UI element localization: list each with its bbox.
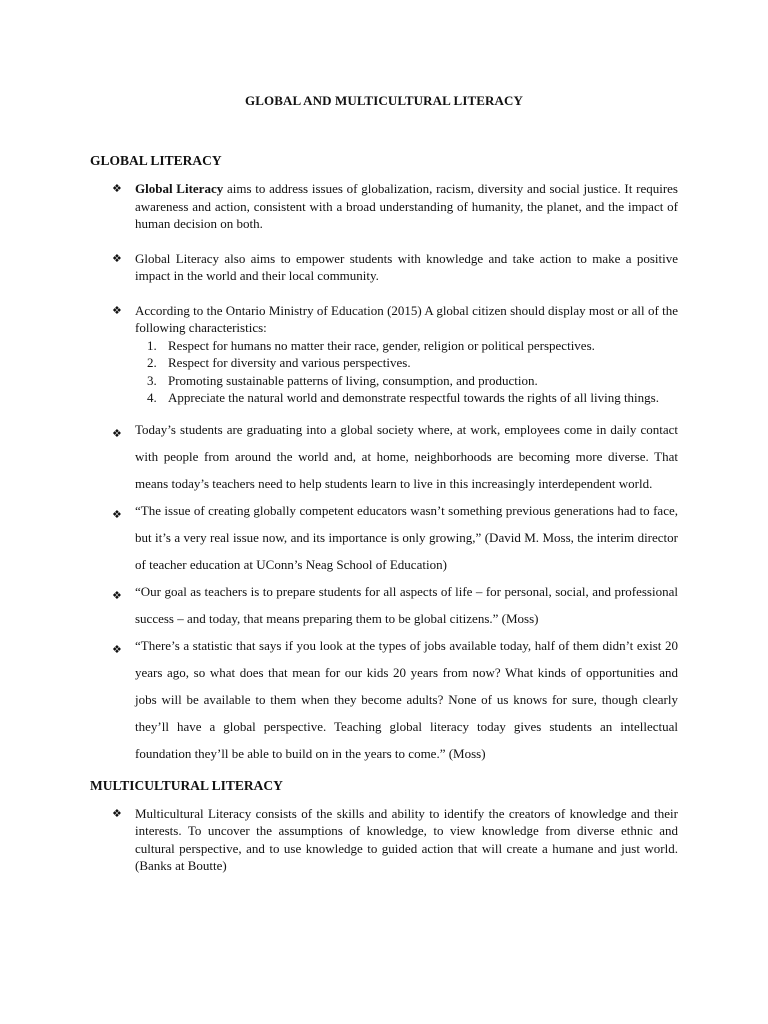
bullet-text: Multicultural Literacy consists of the skills and ability to identify the creators of knowledge and their interests. To uncover the assumptions of knowledge, to view knowledge from diverse ethnic and cultural perspective, and to use knowledge to guided action that will create a humane and just world. (Banks at Boutte) (135, 805, 678, 873)
list-item (90, 805, 678, 875)
characteristic-item (135, 372, 678, 390)
diamond-bullet-icon: ❖ (112, 303, 122, 317)
item-text: Respect for humans no matter their race, gender, religion or political perspectives. (168, 337, 595, 353)
diamond-bullet-icon: ❖ (112, 251, 122, 265)
characteristics-list (135, 337, 678, 407)
item-number: 1. (147, 337, 157, 353)
section-multicultural-literacy (90, 778, 678, 875)
term-global-literacy: Global Literacy (135, 181, 224, 196)
diamond-bullet-icon: ❖ (112, 806, 122, 820)
diamond-bullet-icon: ❖ (112, 588, 122, 602)
item-number: 3. (147, 372, 157, 388)
diamond-bullet-icon: ❖ (112, 182, 122, 195)
list-item (90, 497, 678, 578)
bullet-text: Global Literacy also aims to empower students with knowledge and take action to make a positive impact in the world and their local community. (135, 250, 678, 283)
bullet-text: According to the Ontario Ministry of Education (2015) A global citizen should display most or all of the following characteristics: (135, 302, 678, 335)
list-item (90, 302, 678, 407)
list-item (90, 578, 678, 632)
item-number: 2. (147, 355, 157, 370)
item-text: Appreciate the natural world and demonstrate respectful towards the rights of all living things. (168, 390, 659, 405)
bullet-text: “There’s a statistic that says if you look at the types of jobs available today, half of them didn’t exist 20 years ago, so what does that mean for our kids 20 years from now? What kinds of opportunities and jobs will be available to them when they become adults? None of us knows for sure, though clearly they’ll have a global perspective. Teaching global literacy today gives students an intellectual foundation they’ll be able to build on in the years to come.” (Moss) (135, 637, 678, 761)
item-text: Promoting sustainable patterns of living, consumption, and production. (168, 372, 538, 388)
item-text: Respect for diversity and various perspectives. (168, 355, 411, 370)
bullet-text: “Our goal as teachers is to prepare students for all aspects of life – for personal, social, and professional success – and today, that means preparing them to be global citizens.” (Moss) (135, 583, 678, 626)
list-item (90, 250, 678, 285)
list-item (90, 180, 678, 233)
diamond-bullet-icon: ❖ (112, 426, 122, 440)
list-item (90, 416, 678, 497)
section-heading-multicultural-literacy: MULTICULTURAL LITERACY (90, 777, 283, 793)
global-literacy-bullets (90, 180, 678, 767)
characteristic-item (135, 337, 678, 355)
item-number: 4. (147, 390, 157, 405)
section-global-literacy (90, 153, 678, 767)
bullet-text: Today’s students are graduating into a global society where, at work, employees come in daily contact with people from around the world and, at home, neighborhoods are becoming more diverse. That means today’s teachers need to help students learn to live in this increasingly interdependent world. (135, 421, 678, 491)
diamond-bullet-icon: ❖ (112, 507, 122, 521)
document-title: GLOBAL AND MULTICULTURAL LITERACY (245, 93, 523, 108)
bullet-text: aims to address issues of globalization, racism, diversity and social justice. It requires awareness and action, consistent with a broad understanding of humanity, the planet, and the impact of human decision on both. (135, 181, 678, 231)
section-heading-global-literacy: GLOBAL LITERACY (90, 153, 222, 168)
bullet-text: “The issue of creating globally competent educators wasn’t something previous generations had to face, but it’s a very real issue now, and its importance is only growing,” (David M. Moss, the interim director of teacher education at UConn’s Neag School of Education) (135, 502, 678, 572)
characteristic-item (135, 354, 678, 372)
characteristic-item (135, 389, 678, 407)
multicultural-literacy-bullets (90, 805, 678, 875)
diamond-bullet-icon: ❖ (112, 642, 122, 656)
list-item (90, 632, 678, 767)
